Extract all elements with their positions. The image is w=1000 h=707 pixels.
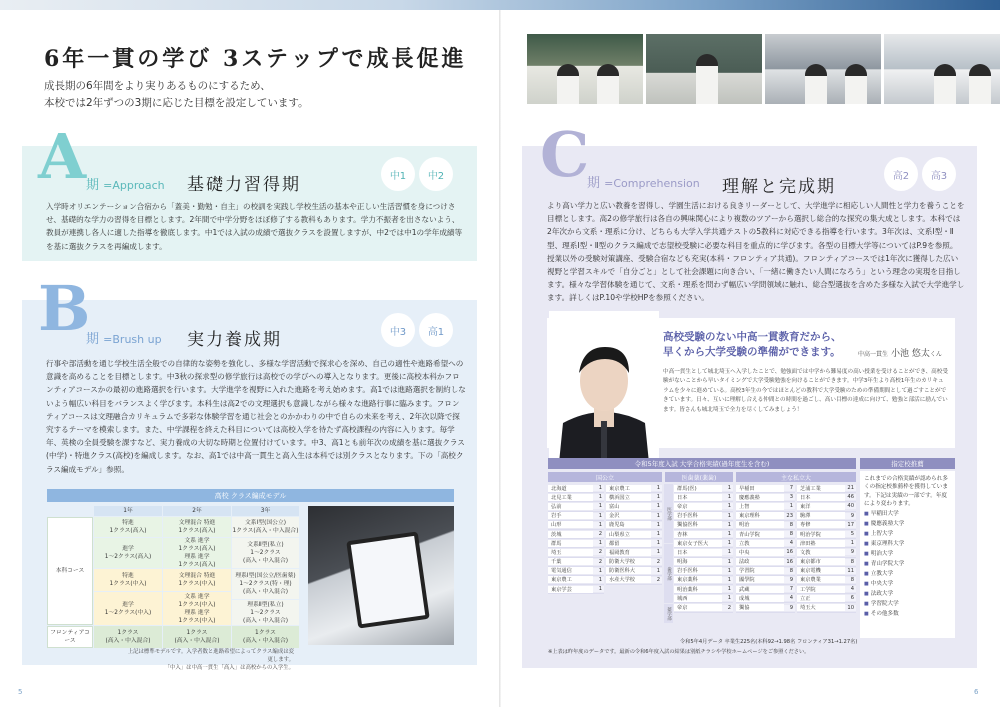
- result-row: [736, 484, 795, 493]
- result-row: [797, 484, 856, 493]
- school-name: 工学院: [797, 586, 845, 593]
- classroom-photo: [527, 34, 643, 104]
- school-name: 城西: [674, 595, 722, 602]
- pass-count: 16: [784, 549, 795, 555]
- result-row: [674, 521, 733, 530]
- recommend-item: ■ 立教大学: [864, 569, 951, 579]
- result-row: [736, 530, 795, 539]
- pass-count: 1: [722, 540, 733, 546]
- pass-count: 1: [651, 494, 662, 500]
- tablet-screen: [346, 531, 430, 628]
- recommend-item: ■ 法政大学: [864, 589, 951, 599]
- result-row: [736, 603, 795, 612]
- pass-count: 6: [845, 595, 856, 601]
- pass-count: 8: [784, 522, 795, 528]
- school-name: 東京農工: [606, 485, 651, 492]
- student-name: 小池 悠太: [891, 349, 930, 359]
- row-head: フロンティアコース: [47, 626, 93, 648]
- grade-badge: 中2: [419, 157, 453, 191]
- school-name: 防衛大学校: [606, 558, 651, 565]
- header-band: [0, 0, 1000, 10]
- grade-badge: 中3: [381, 313, 415, 347]
- pass-count: 1: [651, 503, 662, 509]
- results-title: 令和5年度入試 大学合格実績(過年度生を含む): [548, 458, 856, 469]
- phase-c-body: より高い学力と広い教養を習得し、学園生活における良きリーダーとして、大学進学に相応しい人間性と学力を養うことを目標とします。高2の修学旅行は各自の興味関心により複数のツアーから選択し総合的な探究の集大成とします。本科では2年次から文系・理系に分け、どちらも大学入学共通テストの5教科に対応できる指導を行います。3年次は、文系Ⅰ型・Ⅱ型、理系Ⅰ型・Ⅱ型のクラス編成で志望校受験に必要な科目を重点的に学びます。各型の目標大学等についてはP.9を参照。授業以外の受験対策講座、受験合宿なども充実(本科・フロンティア共通)。フロンティアコースでは1年次に獲得した広い視野と学習スキルで「自分ごと」として社会課題に向き合い、「一緒に働きたい人間になろう」という理念の実現を目指します。様々な学習体験を通じて、文系・理系を問わず幅広い学問領域に触れ、総合型選抜を含めた多様な入試で大学進学します。詳しくはP.10や学校HPを参照ください。: [547, 201, 965, 303]
- pass-count: 16: [784, 559, 795, 565]
- grade-badge: 中1: [381, 157, 415, 191]
- year-head: 2年: [163, 506, 231, 516]
- result-row: [797, 521, 856, 530]
- result-row: [736, 493, 795, 502]
- phase-b-title: 実力養成期: [187, 330, 282, 350]
- pass-count: 1: [722, 586, 733, 592]
- school-name: 帝京: [674, 604, 722, 611]
- school-name: 東京農業: [797, 576, 845, 583]
- result-row: [548, 493, 604, 502]
- pass-count: 1: [651, 485, 662, 491]
- pass-count: 2: [722, 605, 733, 611]
- medical-list: [665, 484, 733, 621]
- classroom-photo: [646, 34, 762, 104]
- recommend-item: ■ 明治大学: [864, 549, 951, 559]
- pass-count: 3: [784, 494, 795, 500]
- interviewee: [858, 346, 942, 359]
- school-name: 帝京: [674, 503, 722, 510]
- pass-count: 8: [845, 577, 856, 583]
- school-name: 水産大学校: [606, 576, 651, 583]
- grade-badge: 高3: [922, 157, 956, 191]
- class-cell: 理系Ⅱ型(私立) 1〜2クラス (高入・中入混合): [232, 600, 299, 625]
- page-title: 6年一貫の学び 3ステップで成長促進: [44, 46, 467, 72]
- result-row: [736, 521, 795, 530]
- phase-b-body: 行事や部活動を通じ学校生活全般での自律的な姿勢を強化し、多様な学習活動で探求心を深め、自己の適性や進路希望への意識を高めることを目標とします。中3秋の探求型の修学旅行は高校での学びへの導入となります。更後に高校本科かフロンティアコースかの最初の進路選択を行います。大学進学を視野に入れた進路を考え始めます。高1では進路選択を制約しないよう幅広い科目をバランスよく学びます。本科生は高2での文理選択も意識しながら様々な進路行事に臨みます。フロンティアコースは文理融合カリキュラムで多彩な体験学習を通じ社会とのかかわりの中で自らの未来を考え、2年次以降で探究するテーマを模索します。また、中学課程を終えた科目については高校入学を待たず高校課程の内容に入ります。毎学年、英検の全員受験を課すなど、実力養成の大切な時期と位置付けています。中3、高1とも前年次の成績を基に選抜クラス(中学)・特進クラス(高校)を編成します。なお、高1では中高一貫生と高入生は本科では別クラスとなります。下の「高校クラス編成モデル」参照。: [46, 359, 466, 474]
- school-name: 明海: [674, 558, 722, 565]
- result-row: [674, 585, 733, 594]
- pass-count: 1: [722, 513, 733, 519]
- pass-count: 40: [845, 503, 856, 509]
- pass-count: 1: [722, 559, 733, 565]
- row-head: 本科コース: [47, 517, 93, 625]
- school-name: 埼玉: [548, 549, 593, 556]
- school-name: 北海道: [548, 485, 593, 492]
- results-footnote-2: ※上表は昨年度のデータです。最新の令和6年度入試の結果は別紙チラシや学校ホームページをご参照ください。: [548, 649, 810, 655]
- school-name: 防衛医科大: [606, 567, 651, 574]
- student-portrait: [549, 311, 659, 463]
- pass-count: 1: [593, 522, 604, 528]
- school-name: 群馬(医): [674, 485, 722, 492]
- recommend-item: ■ 上智大学: [864, 529, 951, 539]
- medical-header: 医歯薬(薬歯): [665, 472, 733, 482]
- note-line: 上記は標準モデルです。入学者数と進路希望によってクラス編成は変更します。: [127, 649, 294, 663]
- grade-badge: 高1: [419, 313, 453, 347]
- class-cell: 進学 1〜2クラス(中入): [94, 592, 162, 625]
- result-row: [674, 512, 733, 521]
- result-row: [606, 576, 662, 585]
- school-name: 東京薬科: [674, 576, 722, 583]
- school-name: 成城: [736, 595, 784, 602]
- class-cell: 理系Ⅰ型(国公立/医歯薬) 1〜2クラス(特・理) (高入・中入混合): [232, 569, 299, 599]
- pass-count: 1: [845, 540, 856, 546]
- school-name: 杏林: [674, 531, 722, 538]
- school-name: 北見工業: [548, 494, 593, 501]
- pass-count: 21: [845, 485, 856, 491]
- pass-count: 8: [784, 568, 795, 574]
- recommend-item: ■ 慶應義塾大学: [864, 519, 951, 529]
- pass-count: 2: [593, 531, 604, 537]
- school-name: 國學院: [736, 576, 784, 583]
- kiki-text: 期: [86, 332, 100, 347]
- private-header: 主な私立大: [736, 472, 856, 482]
- phase-b-letter: B: [38, 272, 91, 345]
- result-row: [736, 539, 795, 548]
- result-row: [548, 585, 604, 594]
- result-row: [548, 576, 604, 585]
- result-row: [736, 585, 795, 594]
- school-name: 千葉: [548, 558, 593, 565]
- pass-count: 2: [593, 559, 604, 565]
- pass-count: 1: [722, 494, 733, 500]
- phase-a-en: =Approach: [103, 179, 165, 192]
- school-name: 東京都市: [797, 558, 845, 565]
- school-name: 立正: [797, 595, 845, 602]
- medical-category: 医学部: [664, 484, 673, 543]
- pass-count: 2: [651, 559, 662, 565]
- result-row: [797, 512, 856, 521]
- school-name: 富山: [606, 503, 651, 510]
- interview-headline: [663, 330, 842, 360]
- pass-count: 1: [651, 549, 662, 555]
- school-name: 青山学院: [736, 531, 784, 538]
- school-name: 法政: [736, 558, 784, 565]
- medical-category: 歯学部: [664, 544, 673, 603]
- result-row: [797, 603, 856, 612]
- school-name: 埼玉大: [797, 604, 845, 611]
- result-row: [606, 512, 662, 521]
- recommend-item: ■ 学習院大学: [864, 599, 951, 609]
- photo-strip: [527, 34, 1000, 104]
- phase-a-title: 基礎力習得期: [187, 175, 301, 195]
- school-name: 弘前: [548, 503, 593, 510]
- school-name: 明治薬科: [674, 586, 722, 593]
- result-row: [797, 594, 856, 603]
- pass-count: 1: [722, 549, 733, 555]
- result-row: [736, 548, 795, 557]
- school-name: 獨協: [736, 604, 784, 611]
- result-row: [606, 558, 662, 567]
- school-name: 学習院: [736, 567, 784, 574]
- result-row: [606, 567, 662, 576]
- pass-count: 1: [651, 540, 662, 546]
- result-row: [736, 576, 795, 585]
- result-row: [606, 521, 662, 530]
- result-row: [548, 567, 604, 576]
- pass-count: 46: [845, 494, 856, 500]
- private-list: [797, 484, 856, 613]
- year-head: 3年: [232, 506, 299, 516]
- school-name: 都留: [606, 540, 651, 547]
- private-list: [736, 484, 795, 613]
- grade-badge: 高2: [884, 157, 918, 191]
- class-cell: 文理混合 特進 1クラス(中入): [163, 569, 231, 591]
- result-row: [797, 576, 856, 585]
- school-name: 東洋: [797, 503, 845, 510]
- pass-count: 1: [593, 494, 604, 500]
- result-row: [736, 502, 795, 511]
- school-name: 中央: [736, 549, 784, 556]
- school-name: 東京農工: [548, 576, 593, 583]
- school-name: 早稲田: [736, 485, 784, 492]
- result-row: [606, 484, 662, 493]
- class-cell: 1クラス (高入・中入混合): [94, 626, 162, 648]
- school-name: 獨協医科: [674, 521, 722, 528]
- school-name: 駒澤: [797, 512, 845, 519]
- pass-count: 23: [784, 513, 795, 519]
- lead-line: 成長期の6年間をより実りあるものにするため、: [44, 80, 271, 92]
- result-row: [548, 558, 604, 567]
- pass-count: 1: [722, 503, 733, 509]
- phase-c-label: [587, 172, 700, 191]
- result-row: [548, 539, 604, 548]
- pass-count: 1: [651, 513, 662, 519]
- national-list: [548, 484, 604, 594]
- school-name: 岩手医科: [674, 512, 722, 519]
- classroom-photo: [884, 34, 1000, 104]
- pass-count: 1: [593, 586, 604, 592]
- result-row: [548, 521, 604, 530]
- pass-count: 1: [722, 577, 733, 583]
- school-name: 津田塾: [797, 540, 845, 547]
- school-name: 上智: [736, 503, 784, 510]
- recommend-box: [860, 471, 955, 638]
- kiki-text: 期: [86, 178, 100, 193]
- recommend-item: ■ 東京理科大学: [864, 539, 951, 549]
- pass-count: 1: [722, 595, 733, 601]
- result-row: [736, 512, 795, 521]
- result-row: [606, 530, 662, 539]
- phase-c-en: =Comprehension: [604, 177, 700, 190]
- pass-count: 1: [593, 568, 604, 574]
- result-row: [797, 530, 856, 539]
- school-name: 東京学芸: [548, 586, 593, 593]
- pass-count: 9: [845, 549, 856, 555]
- result-row: [674, 484, 733, 493]
- phase-c-letter: C: [540, 118, 590, 191]
- result-row: [797, 493, 856, 502]
- year-head: 1年: [94, 506, 162, 516]
- pass-count: 8: [784, 531, 795, 537]
- results-footnote: 令和5年4月データ 卒業生225名(本科92→1.98名 フロンティア31→1.27名): [680, 639, 858, 645]
- result-row: [797, 548, 856, 557]
- school-name: 日本: [674, 549, 722, 556]
- pass-count: 1: [722, 568, 733, 574]
- class-cell: 文系Ⅰ型(国公立) 1クラス(高入・中入混合): [232, 517, 299, 537]
- pass-count: 9: [784, 605, 795, 611]
- school-name: 金沢: [606, 512, 651, 519]
- pass-count: 5: [845, 531, 856, 537]
- class-cell: 1クラス (高入・中入混合): [232, 626, 299, 648]
- result-row: [548, 484, 604, 493]
- school-name: 東京理科: [736, 512, 784, 519]
- result-row: [797, 539, 856, 548]
- pass-count: 1: [784, 503, 795, 509]
- pass-count: 1: [651, 522, 662, 528]
- phase-b-en: =Brush up: [103, 333, 162, 346]
- result-row: [674, 594, 733, 603]
- school-name: 横浜国立: [606, 494, 651, 501]
- school-name: 明治: [736, 521, 784, 528]
- result-row: [606, 548, 662, 557]
- pass-count: 1: [651, 531, 662, 537]
- school-name: 文教: [797, 549, 845, 556]
- class-cell: 1クラス (高入・中入混合): [163, 626, 231, 648]
- result-row: [674, 502, 733, 511]
- class-cell: 文理混合 特進 1クラス(高入): [163, 517, 231, 537]
- result-row: [736, 558, 795, 567]
- lead-line: 本校では2年ずつの3期に応じた目標を設定しています。: [44, 97, 309, 109]
- school-name: 東京電機: [797, 567, 845, 574]
- school-name: 日本: [674, 494, 722, 501]
- school-name: 武蔵: [736, 586, 784, 593]
- pass-count: 4: [784, 595, 795, 601]
- pass-count: 7: [784, 586, 795, 592]
- corner-cell: [47, 506, 93, 516]
- classroom-photo: [765, 34, 881, 104]
- result-row: [674, 530, 733, 539]
- phase-c-title: 理解と完成期: [722, 177, 836, 197]
- recommend-list: [864, 509, 951, 619]
- pass-count: 11: [845, 568, 856, 574]
- school-name: 岩手医科: [674, 567, 722, 574]
- school-name: 明治学院: [797, 531, 845, 538]
- pass-count: 7: [784, 485, 795, 491]
- result-row: [797, 585, 856, 594]
- school-name: 山形: [548, 521, 593, 528]
- phase-a-label: [86, 174, 165, 193]
- interview-body: 中高一貫生として城北埼玉へ入学したことで、勉強面では中学から難易度の高い授業を受けることができ、高校受験がないことから早いタイミングで大学受験勉強を向けることができます。中学3年生より高校1年生のカリキュラムを少々に進めている。高校3年生の今ではほとんどの教科で大学受験のための準備期間として過ごすことができています。日々、互いに理解し合える仲間との時間を過ごし、高い目標の達成に向けて、勉強と部活に励んでいます。皆さんも城北埼玉で全力を尽くしてみましょう！: [663, 369, 948, 413]
- phase-a-letter: A: [38, 120, 87, 193]
- recommend-item: ■ 中央大学: [864, 579, 951, 589]
- result-row: [548, 530, 604, 539]
- class-cell: 文系Ⅱ型(私立) 1〜2クラス (高入・中入混合): [232, 538, 299, 568]
- role-text: 中高一貫生: [858, 351, 889, 358]
- pass-count: 4: [784, 540, 795, 546]
- headline-line: 早くから大学受験の準備ができます。: [663, 346, 841, 358]
- school-name: 慶應義塾: [736, 494, 784, 501]
- school-name: 専修: [797, 521, 845, 528]
- pass-count: 1: [722, 522, 733, 528]
- school-name: 日本: [797, 494, 845, 501]
- pass-count: 1: [593, 513, 604, 519]
- medical-category: 薬学部: [664, 604, 673, 623]
- tablet-photo: [308, 506, 454, 645]
- class-model-notes: [124, 648, 294, 672]
- recommend-intro: これまでの合格実績が認められ多くの指定校推薦枠を獲得しています。下記は実績の一部です。年度により変わります。: [864, 476, 948, 508]
- pass-count: 9: [784, 577, 795, 583]
- national-header: 国公立: [548, 472, 662, 482]
- page-number-right: 6: [974, 688, 979, 696]
- class-cell: 進学 1〜2クラス(高入): [94, 538, 162, 568]
- result-row: [606, 493, 662, 502]
- result-row: [548, 512, 604, 521]
- school-name: 電気通信: [548, 567, 593, 574]
- note-line: 「中入」は中高一貫生「高入」は高校からの入学生。: [164, 665, 294, 671]
- name-suffix: くん: [929, 351, 942, 358]
- result-row: [674, 539, 733, 548]
- class-cell: 文系 進学 1クラス(高入) 理系 進学 1クラス(高入): [163, 538, 231, 568]
- kiki-text: 期: [587, 176, 601, 191]
- result-row: [736, 594, 795, 603]
- recommend-title: 指定校推薦: [860, 458, 955, 469]
- school-name: 茨城: [548, 531, 593, 538]
- national-list: [606, 484, 662, 585]
- pass-count: 10: [845, 605, 856, 611]
- recommend-item: ■ 早稲田大学: [864, 509, 951, 519]
- pass-count: 2: [651, 577, 662, 583]
- pass-count: 1: [593, 503, 604, 509]
- class-model-title: 高校 クラス編成モデル: [47, 489, 454, 502]
- result-row: [548, 548, 604, 557]
- class-cell: 特進 1クラス(中入): [94, 569, 162, 591]
- pass-count: 2: [593, 549, 604, 555]
- pass-count: 1: [593, 577, 604, 583]
- result-row: [606, 539, 662, 548]
- phase-a-body: 入学時オリエンテーション合宿から「蓋美・勤勉・自主」の校訓を実践し学校生活の基本や正しい生活習慣を身につけさせ、基礎的な学力の習得を目標とします。2年間で中学分野をほぼ修了する教科もあります。学力不振者を出さないよう、教員が連携し各人に適した指導を徹底します。中1では入試の成績で選抜クラスを設置しますが、中2では中1の学年成績等を基に選抜クラスを再編成します。: [46, 202, 463, 251]
- pass-count: 1: [722, 531, 733, 537]
- result-row: [797, 567, 856, 576]
- result-row: [797, 502, 856, 511]
- pass-count: 9: [845, 513, 856, 519]
- recommend-item: ■ その他多数: [864, 609, 951, 619]
- result-row: [797, 558, 856, 567]
- pass-count: 4: [845, 586, 856, 592]
- pass-count: 1: [651, 568, 662, 574]
- school-name: 岩手: [548, 512, 593, 519]
- result-row: [674, 603, 733, 612]
- result-row: [674, 558, 733, 567]
- result-row: [606, 502, 662, 511]
- page-fold: [499, 10, 501, 707]
- school-name: 群馬: [548, 540, 593, 547]
- pass-count: 17: [845, 522, 856, 528]
- pass-count: 1: [722, 485, 733, 491]
- school-name: 山梨県立: [606, 531, 651, 538]
- pass-count: 8: [845, 559, 856, 565]
- school-name: 鹿児島: [606, 521, 651, 528]
- lead-text: [44, 78, 484, 112]
- pass-count: 1: [593, 485, 604, 491]
- class-cell: 特進 1クラス(高入): [94, 517, 162, 537]
- school-name: 東京女子医大: [674, 540, 722, 547]
- school-name: 福岡教育: [606, 549, 651, 556]
- result-row: [674, 548, 733, 557]
- result-row: [736, 567, 795, 576]
- class-cell: 文系 進学 1クラス(中入) 理系 進学 1クラス(中入): [163, 592, 231, 625]
- recommend-item: ■ 青山学院大学: [864, 559, 951, 569]
- page-number-left: 5: [18, 688, 23, 696]
- headline-line: 高校受験のない中高一貫教育だから、: [663, 331, 842, 343]
- result-row: [674, 493, 733, 502]
- school-name: 芝浦工業: [797, 485, 845, 492]
- result-row: [674, 576, 733, 585]
- result-row: [548, 502, 604, 511]
- result-row: [674, 567, 733, 576]
- class-model-table: [47, 506, 299, 648]
- phase-b-label: [86, 328, 162, 347]
- pass-count: 1: [593, 540, 604, 546]
- school-name: 立教: [736, 540, 784, 547]
